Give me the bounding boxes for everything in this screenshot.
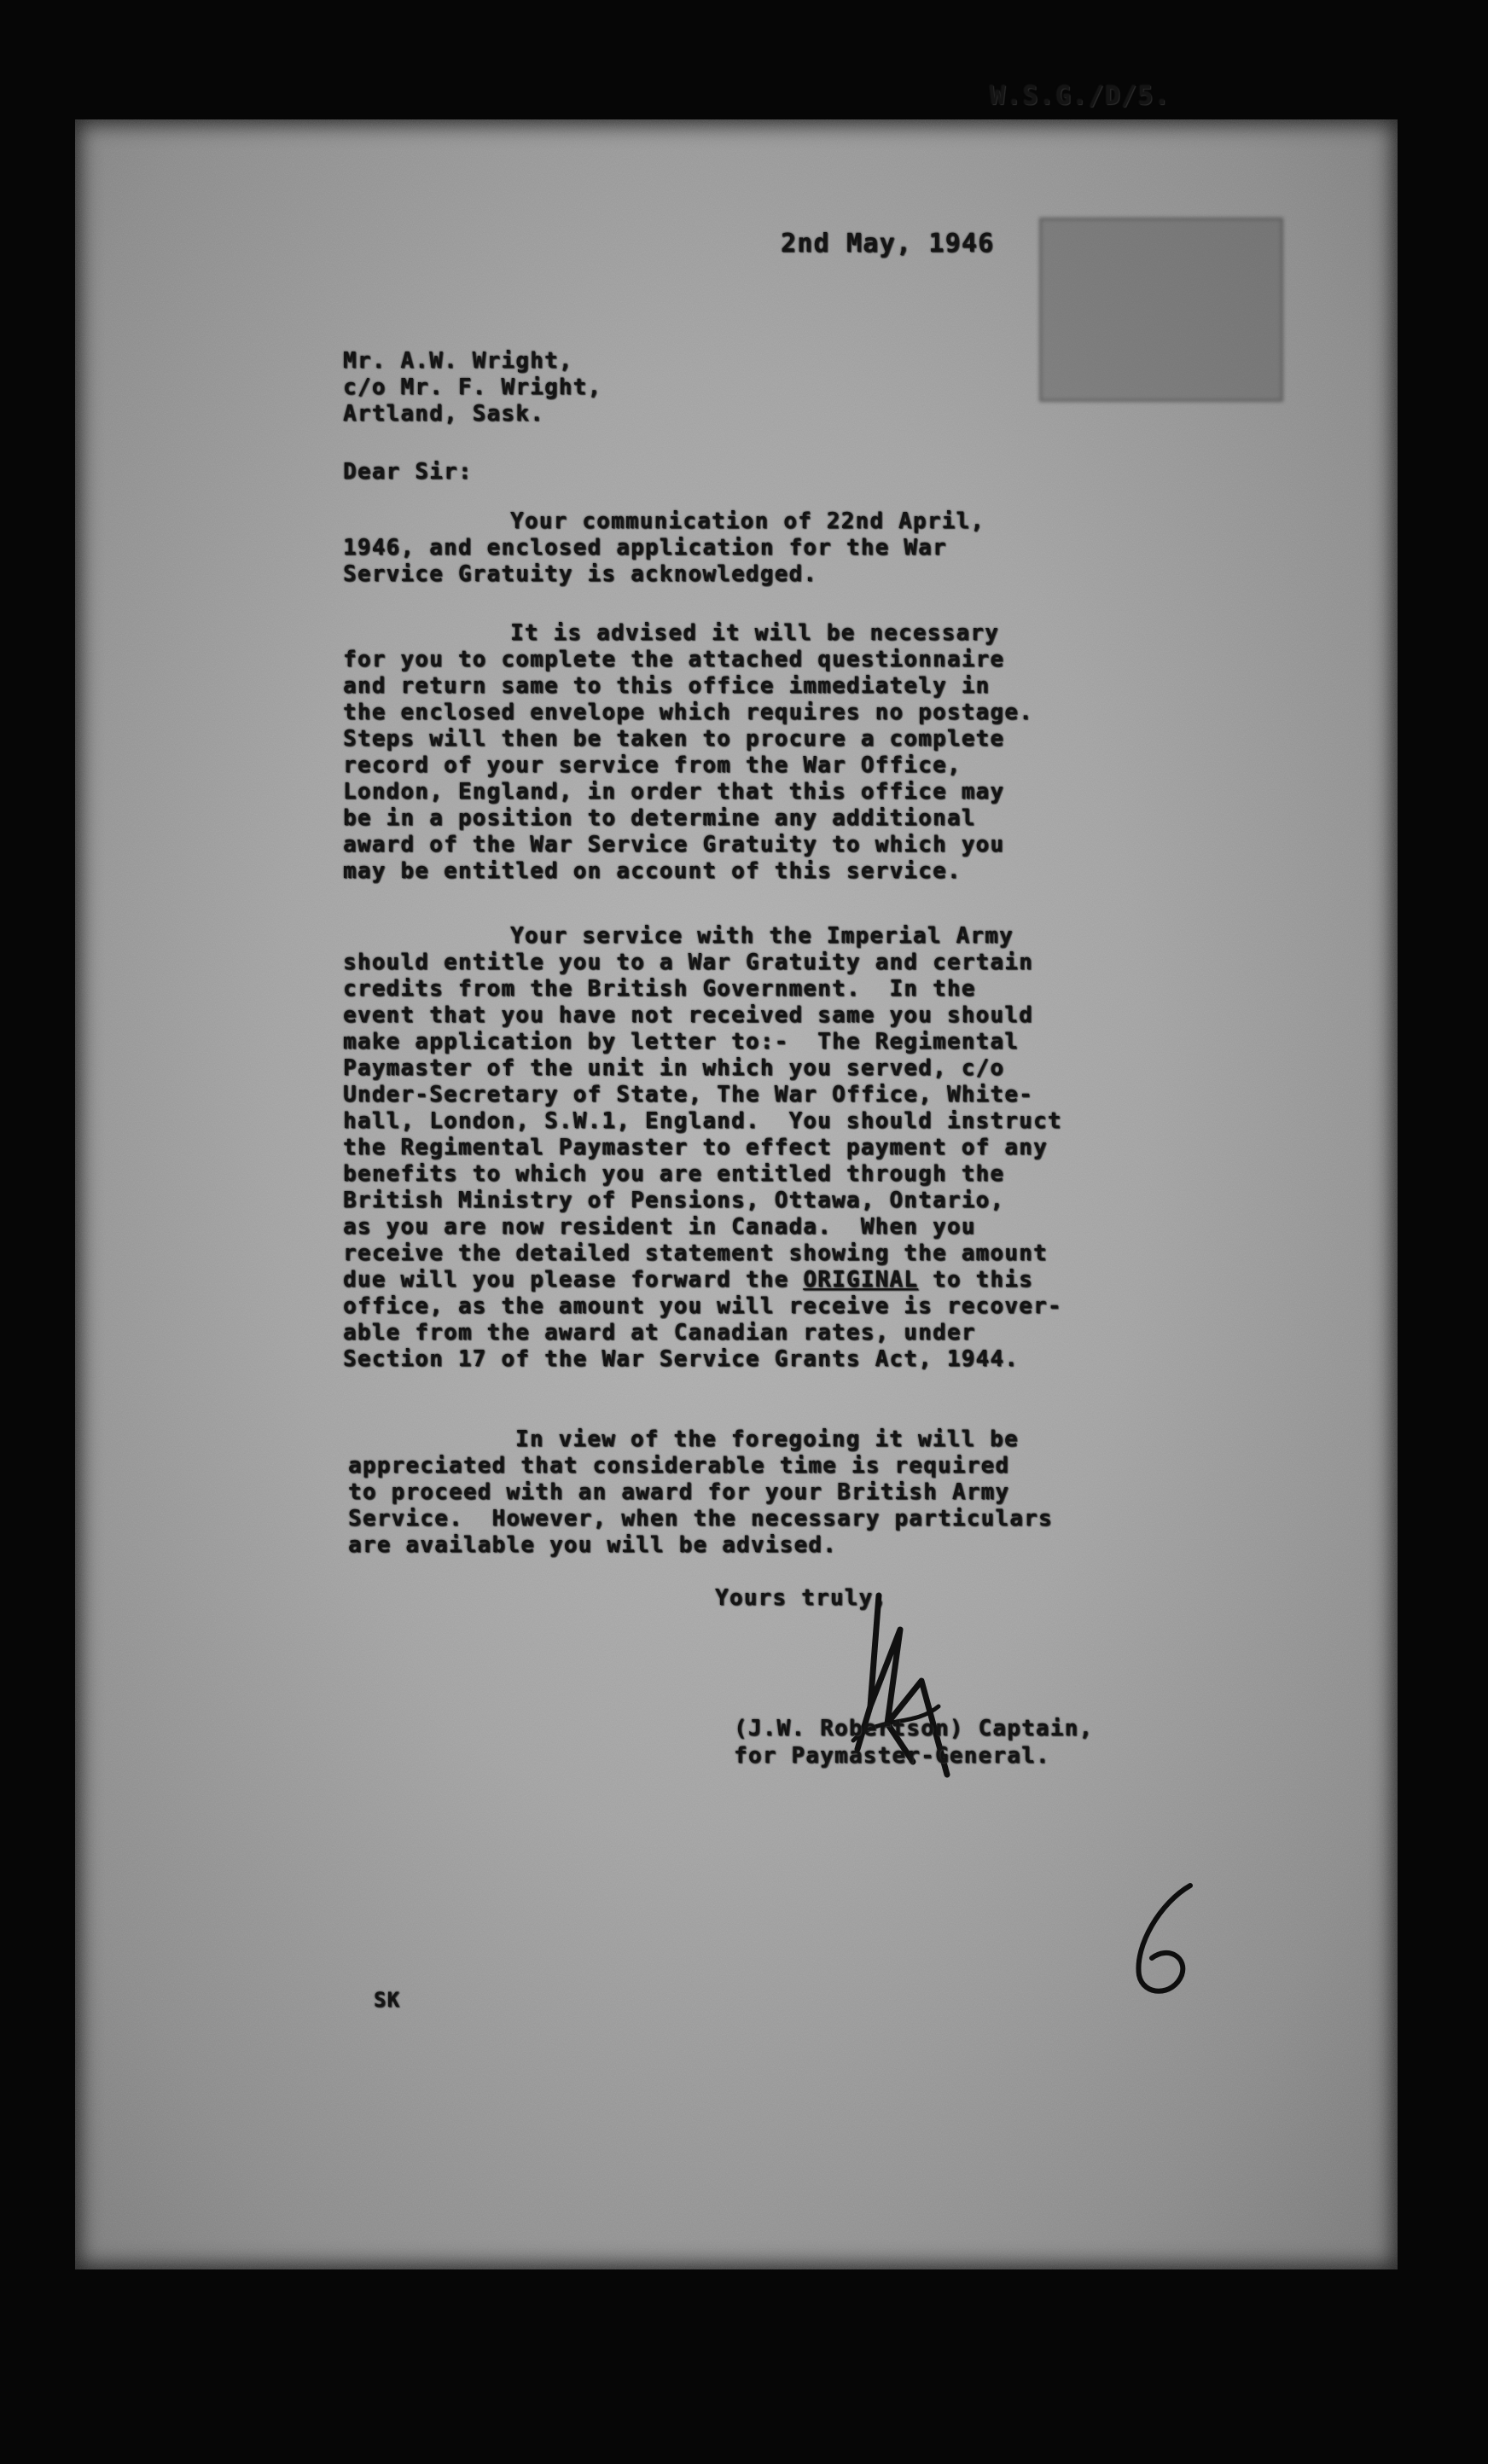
paragraph-line: Your communication of 22nd April, (510, 508, 985, 534)
file-reference: W.S.G./D/5. (990, 81, 1171, 111)
paragraph-line: appreciated that considerable time is required (348, 1453, 1010, 1479)
paragraph-line: Under-Secretary of State, The War Office, White- (343, 1082, 1033, 1107)
signature-block (734, 1715, 1093, 1770)
paragraph-line-with-underline (343, 1267, 1062, 1293)
paragraph-line: Service Gratuity is acknowledged. (343, 561, 818, 587)
paragraph-imperial-army (343, 923, 1062, 1373)
paragraph-line: event that you have not received same you should (343, 1002, 1033, 1028)
paragraph-line: hall, London, S.W.1, England. You should instruct (343, 1108, 1062, 1134)
closing: Yours truly, (715, 1585, 888, 1611)
typist-initials: SK (374, 1988, 401, 2012)
paragraph-line: be in a position to determine any additional (343, 805, 976, 831)
paragraph-line: In view of the foregoing it will be (515, 1427, 1019, 1452)
letter-date: 2nd May, 1946 (781, 229, 995, 259)
paragraph-line: office, as the amount you will receive is recover- (343, 1293, 1062, 1319)
paragraph-line: may be entitled on account of this service. (343, 858, 962, 884)
paragraph-foregoing (348, 1427, 1053, 1559)
paragraph-line: London, England, in order that this office may (343, 779, 1005, 805)
paragraph-line: make application by letter to:- The Regimental (343, 1029, 1020, 1055)
paragraph-line: for you to complete the attached questionnaire (343, 647, 1005, 672)
paragraph-line: Service. However, when the necessary particulars (348, 1506, 1053, 1531)
handwritten-page-number (1109, 1877, 1246, 2005)
address-line: Artland, Sask. (343, 401, 544, 427)
paragraph-line: Your service with the Imperial Army (510, 923, 1014, 949)
paragraph-line: able from the award at Canadian rates, under (343, 1320, 976, 1345)
paragraph-line: credits from the British Government. In the (343, 976, 976, 1002)
paragraph-line: receive the detailed statement showing the amount (343, 1241, 1048, 1266)
paragraph-line: benefits to which you are entitled through the (343, 1161, 1005, 1187)
signatory-title: for Paymaster-General. (734, 1743, 1050, 1769)
paragraph-line: to proceed with an award for your British Army (348, 1479, 1010, 1505)
recipient-address (343, 348, 602, 427)
faded-stamp (1039, 218, 1283, 402)
line-suffix: to this (918, 1267, 1033, 1293)
line-prefix: due will you please forward the (343, 1267, 804, 1293)
paragraph-line: and return same to this office immediately in (343, 673, 991, 699)
paragraph-line: Steps will then be taken to procure a complete (343, 726, 1005, 752)
paragraph-line: It is advised it will be necessary (510, 620, 1000, 646)
paragraph-line: Paymaster of the unit in which you served, c/o (343, 1055, 1005, 1081)
signatory-name: (J.W. Robertson) Captain, (734, 1716, 1094, 1741)
paragraph-line: the enclosed envelope which requires no postage. (343, 700, 1033, 725)
underlined-word: ORIGINAL (803, 1267, 919, 1293)
address-line: Mr. A.W. Wright, (343, 348, 573, 374)
salutation: Dear Sir: (343, 459, 473, 485)
paragraph-line: 1946, and enclosed application for the War (343, 535, 947, 561)
page-number-text: 6 (1109, 1877, 1110, 1878)
paragraph-line: should entitle you to a War Gratuity and certain (343, 950, 1033, 975)
paragraph-line: are available you will be advised. (348, 1532, 838, 1558)
paragraph-line: British Ministry of Pensions, Ottawa, Ontario, (343, 1188, 1005, 1213)
paragraph-questionnaire (343, 620, 1033, 885)
paragraph-line: as you are now resident in Canada. When you (343, 1214, 976, 1240)
paragraph-line: record of your service from the War Office, (343, 753, 962, 778)
paragraph-line: award of the War Service Gratuity to which you (343, 832, 1005, 857)
paragraph-line: Section 17 of the War Service Grants Act, 1944. (343, 1346, 1020, 1372)
address-line: c/o Mr. F. Wright, (343, 375, 602, 400)
paragraph-acknowledgement (343, 508, 985, 588)
paragraph-line: the Regimental Paymaster to effect payment of any (343, 1135, 1048, 1160)
